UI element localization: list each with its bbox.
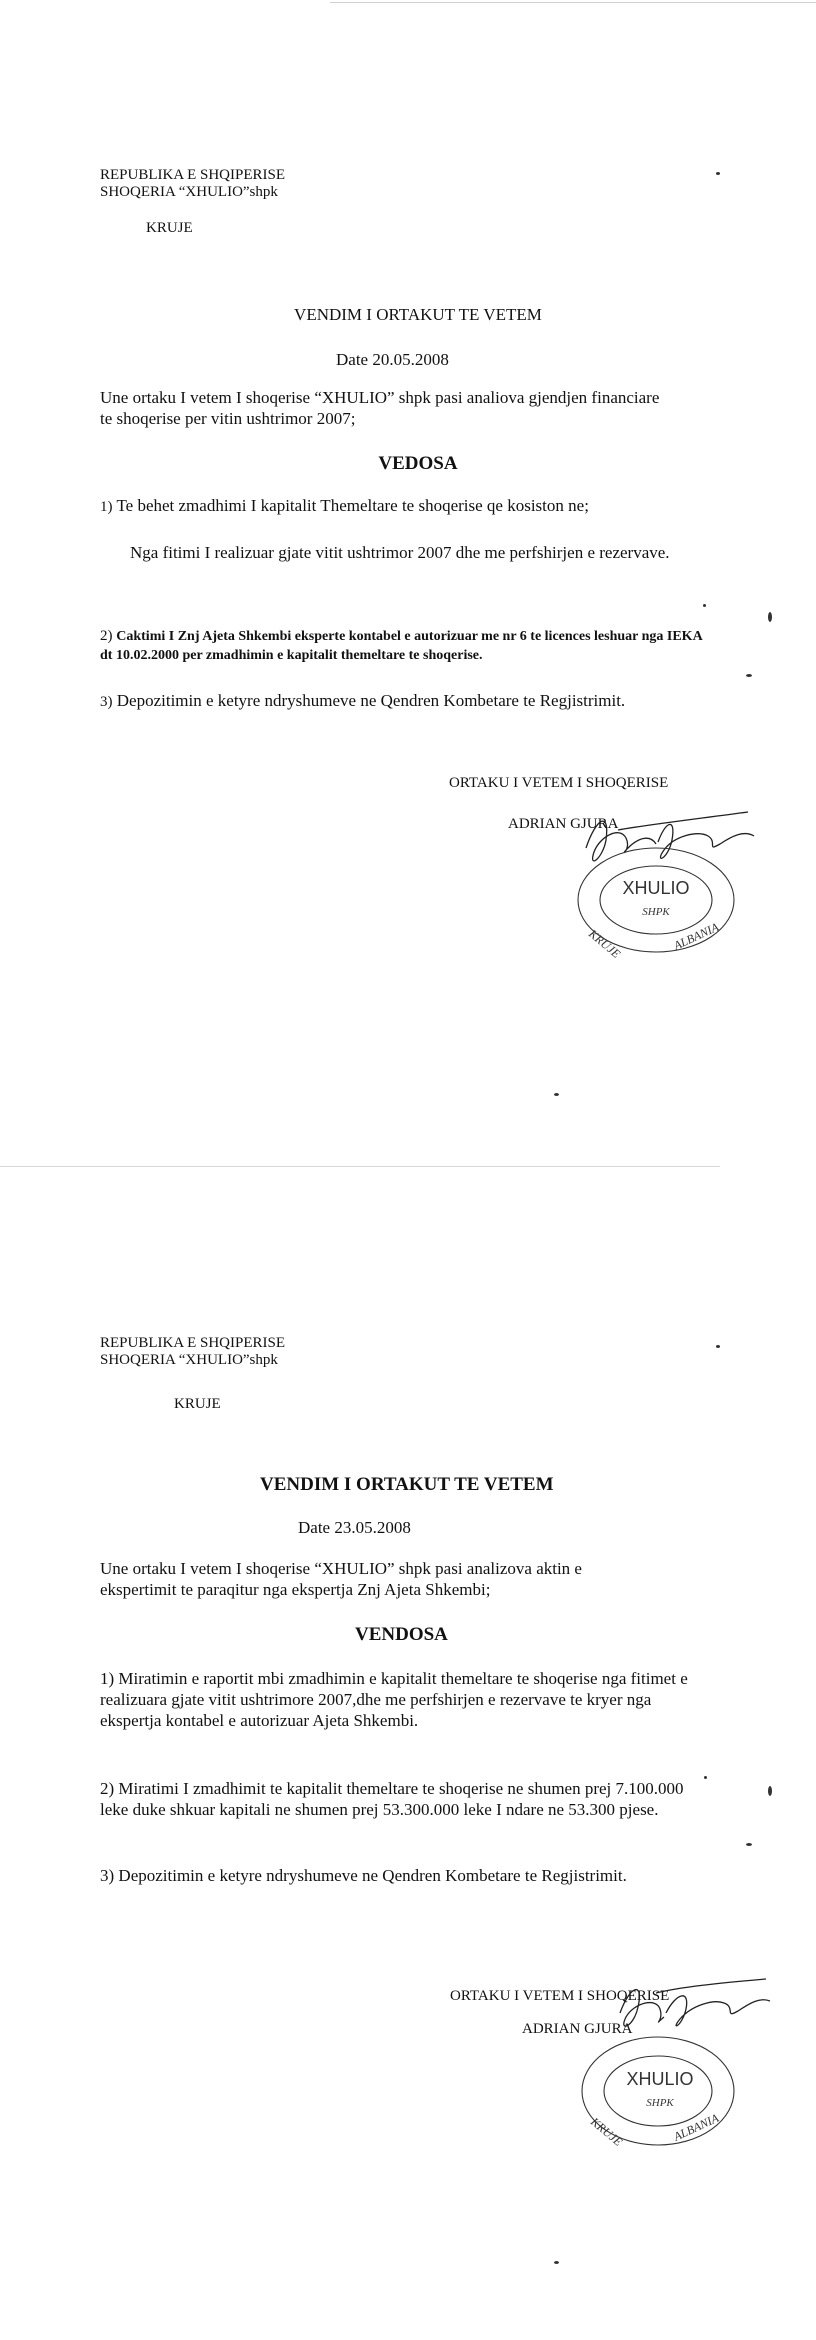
document-date: Date 20.05.2008 xyxy=(336,350,449,369)
signatory-title: ORTAKU I VETEM I SHOQERISE xyxy=(449,775,669,791)
scan-speck xyxy=(716,172,720,175)
signature-and-stamp xyxy=(548,800,778,970)
scan-speck xyxy=(768,612,772,622)
stamp-middle-text: SHPK xyxy=(642,906,670,918)
item-3 xyxy=(100,690,740,713)
page-top-edge xyxy=(330,2,816,3)
signatory-name: ADRIAN GJURA xyxy=(522,2021,633,2037)
stamp-top-text: XHULIO xyxy=(622,878,690,898)
stamp-bottom-left-text: KRUJE xyxy=(586,926,624,961)
item-1-text: Te behet zmadhimi I kapitalit Themeltare te shoqerise qe kosiston ne; xyxy=(116,496,589,515)
header-country: REPUBLIKA E SHQIPERISE xyxy=(100,167,286,183)
item-2 xyxy=(100,627,705,665)
header-country: REPUBLIKA E SHQIPERISE xyxy=(100,1335,286,1351)
handwritten-signature xyxy=(586,812,754,861)
decision-heading: VENDOSA xyxy=(355,1624,448,1645)
item-3-number: 3) xyxy=(100,694,113,710)
header-company: SHOQERIA “XHULIO”shpk xyxy=(100,184,278,200)
stamp-bottom-right-text: ALBANIA xyxy=(671,919,721,953)
header-company: SHOQERIA “XHULIO”shpk xyxy=(100,1352,278,1368)
stamp-bottom-left-text: KRUJE xyxy=(588,2114,626,2149)
item-2: 2) Miratimi I zmadhimit te kapitalit themeltare te shoqerise ne shumen prej 7.100.000 leke duke shkuar kapitali ne shumen prej 53.300.000 leke I ndare ne 53.300 pjese. xyxy=(100,1779,684,1819)
scan-speck xyxy=(703,604,706,607)
scan-speck xyxy=(768,1786,772,1796)
document-title: VENDIM I ORTAKUT TE VETEM xyxy=(260,1474,554,1495)
document-page-1 xyxy=(0,0,816,1168)
stamp-top-text: XHULIO xyxy=(626,2069,694,2089)
scan-speck xyxy=(554,1093,559,1096)
stamp-bottom-right-text: ALBANIA xyxy=(671,2110,721,2144)
item-1: 1) Miratimin e raportit mbi zmadhimin e kapitalit themeltare te shoqerise nga fitimet e realizuara gjate vitit ushtrimore 2007,dhe me perfshirjen e rezervave te kryer nga ekspertja kontabel e autorizuar Ajeta Shkembi. xyxy=(100,1669,688,1730)
stamp-middle-text: SHPK xyxy=(646,2097,674,2109)
decision-heading: VEDOSA xyxy=(378,453,458,474)
item-2-number: 2) xyxy=(100,628,113,644)
page-bottom-edge xyxy=(0,1166,720,1167)
signature-and-stamp xyxy=(560,1973,780,2153)
intro-paragraph: Une ortaku I vetem I shoqerise “XHULIO” shpk pasi analiova gjendjen financiare te shoqerise per vitin ushtrimor 2007; xyxy=(100,388,660,428)
item-2-text: Caktimi I Znj Ajeta Shkembi eksperte kontabel e autorizuar me nr 6 te licences leshuar nga IEKA dt 10.02.2000 per zmadhimin e kapitalit themeltare te shoqerise. xyxy=(100,629,702,663)
document-page-2 xyxy=(0,1168,816,2340)
scan-speck xyxy=(746,674,752,677)
scan-speck xyxy=(746,1843,752,1846)
document-title: VENDIM I ORTAKUT TE VETEM xyxy=(294,305,542,324)
item-1-number: 1) xyxy=(100,499,113,515)
header-city: KRUJE xyxy=(146,220,193,236)
handwritten-signature xyxy=(620,1979,770,2026)
signatory-name: ADRIAN GJURA xyxy=(508,816,619,832)
item-3: 3) Depozitimin e ketyre ndryshumeve ne Qendren Kombetare te Regjistrimit. xyxy=(100,1866,627,1885)
signatory-title: ORTAKU I VETEM I SHOQERISE xyxy=(450,1988,670,2004)
document-date: Date 23.05.2008 xyxy=(298,1518,411,1537)
scan-speck xyxy=(704,1776,707,1779)
item-1 xyxy=(100,495,740,518)
intro-paragraph: Une ortaku I vetem I shoqerise “XHULIO” shpk pasi analizova aktin e ekspertimit te paraqitur nga ekspertja Znj Ajeta Shkembi; xyxy=(100,1559,582,1599)
item-3-text: Depozitimin e ketyre ndryshumeve ne Qendren Kombetare te Regjistrimit. xyxy=(116,691,626,710)
scan-speck xyxy=(554,2261,559,2264)
header-city: KRUJE xyxy=(174,1396,221,1412)
scan-speck xyxy=(716,1345,720,1348)
item-1-detail: Nga fitimi I realizuar gjate vitit ushtrimor 2007 dhe me perfshirjen e rezervave. xyxy=(130,543,670,562)
